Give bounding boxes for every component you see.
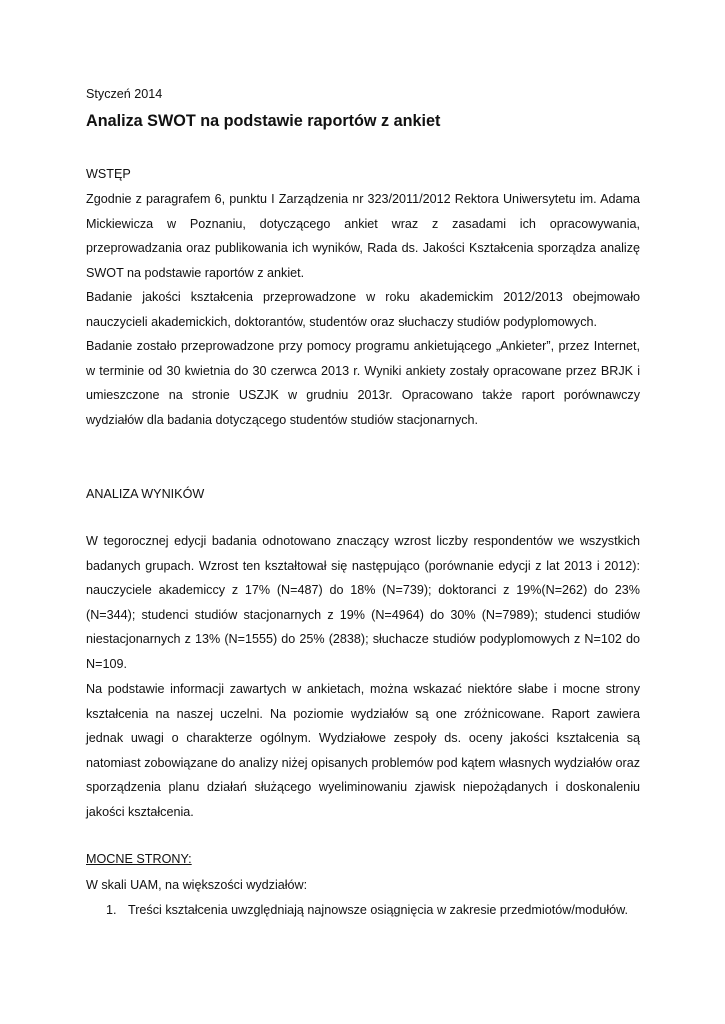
- intro-paragraph-3: Badanie zostało przeprowadzone przy pomocy programu ankietującego „Ankieter”, przez Internet, w terminie od 30 kwietnia do 30 czerwca 2013 r. Wyniki ankiety zostały opracowane przez BRJK i umieszczone na stronie USZJK w grudniu 2013r. Opracowano także raport porównawczy wydziałów dla badania dotyczącego studentów studiów stacjonarnych.: [86, 339, 640, 427]
- document-title: Analiza SWOT na podstawie raportów z ankiet: [86, 112, 441, 130]
- document-date: Styczeń 2014: [86, 87, 163, 101]
- analysis-paragraph-1: W tegorocznej edycji badania odnotowano znaczący wzrost liczby respondentów we wszystkich badanych grupach. Wzrost ten kształtował się następująco (porównanie edycji z lat 2013 i 2012): nauczyciele akademiccy z 17% (N=487) do 18% (N=739); doktoranci z 19%(N=262) do 23%(N=344); studenci studiów stacjonarnych z 19% (N=4964) do 30% (N=7989); studenci studiów niestacjonarnych z 13% (N=1555) do 25% (2838); słuchacze studiów podyplomowych z N=102 do N=109.: [86, 534, 640, 671]
- analysis-paragraph-2: Na podstawie informacji zawartych w ankietach, można wskazać niektóre słabe i mocne strony kształcenia na naszej uczelni. Na poziomie wydziałów są one zróżnicowane. Raport zawiera jednak uwagi o charakterze ogólnym. Wydziałowe zespoły ds. oceny jakości kształcenia są natomiast zobowiązane do analizy niżej opisanych problemów pod kątem własnych wydziałów oraz sporządzenia planu działań służącego wyeliminowaniu zjawisk niepożądanych i doskonaleniu jakości kształcenia.: [86, 682, 640, 819]
- list-item-number: 1.: [106, 903, 117, 917]
- section-heading-strengths: MOCNE STRONY:: [86, 852, 192, 866]
- list-item: [106, 900, 640, 920]
- strengths-intro: W skali UAM, na większości wydziałów:: [86, 878, 308, 892]
- intro-paragraph-2: Badanie jakości kształcenia przeprowadzone w roku akademickim 2012/2013 obejmowało nauczycieli akademickich, doktorantów, studentów oraz słuchaczy studiów podyplomowych.: [86, 290, 640, 329]
- intro-paragraph-1: Zgodnie z paragrafem 6, punktu I Zarządzenia nr 323/2011/2012 Rektora Uniwersytetu im. Adama Mickiewicza w Poznaniu, dotyczącego ankiet wraz z zasadami ich opracowywania, przeprowadzania oraz publikowania ich wyników, Rada ds. Jakości Kształcenia sporządza analizę SWOT na podstawie raportów z ankiet.: [86, 192, 640, 280]
- strengths-list: [106, 900, 640, 920]
- list-item-text: Treści kształcenia uwzględniają najnowsze osiągnięcia w zakresie przedmiotów/modułów.: [128, 903, 629, 917]
- section-heading-analysis: ANALIZA WYNIKÓW: [86, 487, 205, 501]
- section-heading-intro: WSTĘP: [86, 167, 131, 181]
